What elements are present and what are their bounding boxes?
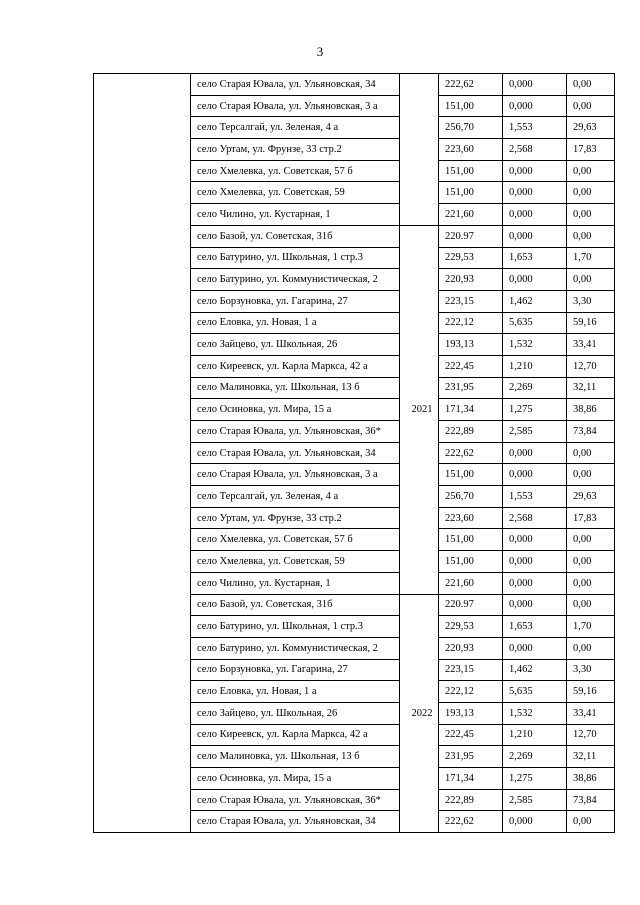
value-cell-1: 222,62 xyxy=(439,74,503,96)
value-cell-3: 0,00 xyxy=(567,637,615,659)
value-cell-1: 221,60 xyxy=(439,572,503,594)
value-cell-3: 33,41 xyxy=(567,702,615,724)
value-cell-3: 17,83 xyxy=(567,507,615,529)
value-cell-3: 0,00 xyxy=(567,529,615,551)
value-cell-3: 38,86 xyxy=(567,399,615,421)
value-cell-2: 0,000 xyxy=(503,529,567,551)
address-cell: село Старая Ювала, ул. Ульяновская, 34 xyxy=(191,74,400,96)
value-cell-1: 221,60 xyxy=(439,204,503,226)
value-cell-1: 220.97 xyxy=(439,594,503,616)
value-cell-1: 223,15 xyxy=(439,659,503,681)
value-cell-3: 29,63 xyxy=(567,486,615,508)
address-cell: село Терсалгай, ул. Зеленая, 4 а xyxy=(191,117,400,139)
value-cell-1: 171,34 xyxy=(439,399,503,421)
value-cell-3: 38,86 xyxy=(567,768,615,790)
address-cell: село Батурино, ул. Школьная, 1 стр.3 xyxy=(191,616,400,638)
address-cell: село Хмелевка, ул. Советская, 59 xyxy=(191,182,400,204)
value-cell-3: 0,00 xyxy=(567,74,615,96)
value-cell-2: 0,000 xyxy=(503,637,567,659)
value-cell-2: 1,462 xyxy=(503,290,567,312)
value-cell-2: 1,553 xyxy=(503,486,567,508)
value-cell-2: 1,210 xyxy=(503,355,567,377)
address-cell: село Хмелевка, ул. Советская, 59 xyxy=(191,551,400,573)
value-cell-3: 59,16 xyxy=(567,681,615,703)
value-cell-2: 1,210 xyxy=(503,724,567,746)
address-cell: село Киреевск, ул. Карла Маркса, 42 а xyxy=(191,724,400,746)
value-cell-3: 0,00 xyxy=(567,464,615,486)
value-cell-2: 0,000 xyxy=(503,74,567,96)
value-cell-3: 33,41 xyxy=(567,334,615,356)
value-cell-3: 1,70 xyxy=(567,616,615,638)
page-number: 3 xyxy=(316,44,324,59)
value-cell-3: 0,00 xyxy=(567,442,615,464)
value-cell-2: 0,000 xyxy=(503,269,567,291)
value-cell-3: 0,00 xyxy=(567,551,615,573)
value-cell-1: 220,93 xyxy=(439,269,503,291)
value-cell-3: 0,00 xyxy=(567,594,615,616)
year-cell xyxy=(400,74,439,226)
value-cell-1: 223,15 xyxy=(439,290,503,312)
value-cell-3: 0,00 xyxy=(567,204,615,226)
address-cell: село Киреевск, ул. Карла Маркса, 42 а xyxy=(191,355,400,377)
value-cell-1: 256,70 xyxy=(439,486,503,508)
value-cell-1: 220.97 xyxy=(439,225,503,247)
value-cell-2: 1,275 xyxy=(503,768,567,790)
address-cell: село Старая Ювала, ул. Ульяновская, 34 xyxy=(191,442,400,464)
value-cell-1: 222,12 xyxy=(439,681,503,703)
value-cell-1: 229,53 xyxy=(439,247,503,269)
value-cell-2: 1,275 xyxy=(503,399,567,421)
address-cell: село Малиновка, ул. Школьная, 13 б xyxy=(191,377,400,399)
value-cell-3: 32,11 xyxy=(567,746,615,768)
value-cell-3: 0,00 xyxy=(567,269,615,291)
value-cell-1: 231,95 xyxy=(439,746,503,768)
value-cell-2: 5,635 xyxy=(503,681,567,703)
address-cell: село Батурино, ул. Школьная, 1 стр.3 xyxy=(191,247,400,269)
data-table xyxy=(93,73,615,833)
value-cell-1: 231,95 xyxy=(439,377,503,399)
address-cell: село Старая Ювала, ул. Ульяновская, 34 xyxy=(191,811,400,833)
value-cell-1: 151,00 xyxy=(439,182,503,204)
address-cell: село Еловка, ул. Новая, 1 а xyxy=(191,681,400,703)
value-cell-3: 0,00 xyxy=(567,160,615,182)
value-cell-1: 222,45 xyxy=(439,724,503,746)
value-cell-3: 73,84 xyxy=(567,421,615,443)
value-cell-1: 193,13 xyxy=(439,702,503,724)
address-cell: село Старая Ювала, ул. Ульяновская, 3 а xyxy=(191,464,400,486)
value-cell-3: 0,00 xyxy=(567,225,615,247)
value-cell-3: 1,70 xyxy=(567,247,615,269)
value-cell-2: 0,000 xyxy=(503,160,567,182)
value-cell-3: 29,63 xyxy=(567,117,615,139)
value-cell-2: 0,000 xyxy=(503,551,567,573)
value-cell-2: 2,269 xyxy=(503,746,567,768)
value-cell-1: 222,89 xyxy=(439,421,503,443)
value-cell-2: 0,000 xyxy=(503,225,567,247)
address-cell: село Зайцево, ул. Школьная, 26 xyxy=(191,702,400,724)
address-cell: село Хмелевка, ул. Советская, 57 б xyxy=(191,529,400,551)
address-cell: село Базой, ул. Советская, 31б xyxy=(191,225,400,247)
value-cell-1: 151,00 xyxy=(439,160,503,182)
value-cell-1: 193,13 xyxy=(439,334,503,356)
address-cell: село Старая Ювала, ул. Ульяновская, 36* xyxy=(191,789,400,811)
value-cell-1: 151,00 xyxy=(439,464,503,486)
value-cell-1: 223,60 xyxy=(439,139,503,161)
address-cell: село Хмелевка, ул. Советская, 57 б xyxy=(191,160,400,182)
address-cell: село Борзуновка, ул. Гагарина, 27 xyxy=(191,659,400,681)
value-cell-2: 2,585 xyxy=(503,789,567,811)
address-cell: село Осиновка, ул. Мира, 15 а xyxy=(191,399,400,421)
value-cell-1: 220,93 xyxy=(439,637,503,659)
value-cell-1: 151,00 xyxy=(439,95,503,117)
value-cell-3: 12,70 xyxy=(567,355,615,377)
year-cell: 2022 xyxy=(400,594,439,833)
address-cell: село Уртам, ул. Фрунзе, 33 стр.2 xyxy=(191,139,400,161)
blank-first-column xyxy=(94,74,191,833)
value-cell-2: 0,000 xyxy=(503,811,567,833)
value-cell-2: 0,000 xyxy=(503,572,567,594)
address-cell: село Чилино, ул. Кустарная, 1 xyxy=(191,204,400,226)
value-cell-3: 32,11 xyxy=(567,377,615,399)
value-cell-3: 0,00 xyxy=(567,572,615,594)
value-cell-1: 222,62 xyxy=(439,811,503,833)
value-cell-1: 222,62 xyxy=(439,442,503,464)
value-cell-3: 0,00 xyxy=(567,182,615,204)
address-cell: село Осиновка, ул. Мира, 15 а xyxy=(191,768,400,790)
value-cell-3: 12,70 xyxy=(567,724,615,746)
address-cell: село Зайцево, ул. Школьная, 26 xyxy=(191,334,400,356)
address-cell: село Еловка, ул. Новая, 1 а xyxy=(191,312,400,334)
value-cell-1: 222,89 xyxy=(439,789,503,811)
value-cell-1: 223,60 xyxy=(439,507,503,529)
value-cell-3: 3,30 xyxy=(567,659,615,681)
value-cell-2: 0,000 xyxy=(503,594,567,616)
address-cell: село Базой, ул. Советская, 31б xyxy=(191,594,400,616)
address-cell: село Старая Ювала, ул. Ульяновская, 36* xyxy=(191,421,400,443)
value-cell-3: 0,00 xyxy=(567,95,615,117)
value-cell-2: 2,585 xyxy=(503,421,567,443)
value-cell-2: 5,635 xyxy=(503,312,567,334)
value-cell-3: 0,00 xyxy=(567,811,615,833)
address-cell: село Малиновка, ул. Школьная, 13 б xyxy=(191,746,400,768)
value-cell-1: 256,70 xyxy=(439,117,503,139)
value-cell-1: 229,53 xyxy=(439,616,503,638)
value-cell-1: 151,00 xyxy=(439,529,503,551)
value-cell-1: 222,12 xyxy=(439,312,503,334)
table-row xyxy=(94,74,615,96)
value-cell-2: 0,000 xyxy=(503,182,567,204)
value-cell-3: 59,16 xyxy=(567,312,615,334)
value-cell-2: 1,653 xyxy=(503,616,567,638)
value-cell-3: 73,84 xyxy=(567,789,615,811)
address-cell: село Борзуновка, ул. Гагарина, 27 xyxy=(191,290,400,312)
address-cell: село Батурино, ул. Коммунистическая, 2 xyxy=(191,269,400,291)
value-cell-3: 3,30 xyxy=(567,290,615,312)
address-cell: село Уртам, ул. Фрунзе, 33 стр.2 xyxy=(191,507,400,529)
value-cell-2: 1,532 xyxy=(503,702,567,724)
value-cell-2: 0,000 xyxy=(503,95,567,117)
year-cell: 2021 xyxy=(400,225,439,594)
value-cell-2: 2,568 xyxy=(503,139,567,161)
value-cell-2: 1,532 xyxy=(503,334,567,356)
address-cell: село Терсалгай, ул. Зеленая, 4 а xyxy=(191,486,400,508)
value-cell-1: 151,00 xyxy=(439,551,503,573)
value-cell-3: 17,83 xyxy=(567,139,615,161)
value-cell-2: 0,000 xyxy=(503,204,567,226)
value-cell-2: 0,000 xyxy=(503,464,567,486)
value-cell-2: 0,000 xyxy=(503,442,567,464)
value-cell-1: 171,34 xyxy=(439,768,503,790)
address-cell: село Батурино, ул. Коммунистическая, 2 xyxy=(191,637,400,659)
address-cell: село Чилино, ул. Кустарная, 1 xyxy=(191,572,400,594)
table-body xyxy=(94,74,615,833)
value-cell-2: 2,568 xyxy=(503,507,567,529)
address-cell: село Старая Ювала, ул. Ульяновская, 3 а xyxy=(191,95,400,117)
value-cell-2: 1,553 xyxy=(503,117,567,139)
value-cell-2: 2,269 xyxy=(503,377,567,399)
value-cell-2: 1,653 xyxy=(503,247,567,269)
value-cell-1: 222,45 xyxy=(439,355,503,377)
value-cell-2: 1,462 xyxy=(503,659,567,681)
